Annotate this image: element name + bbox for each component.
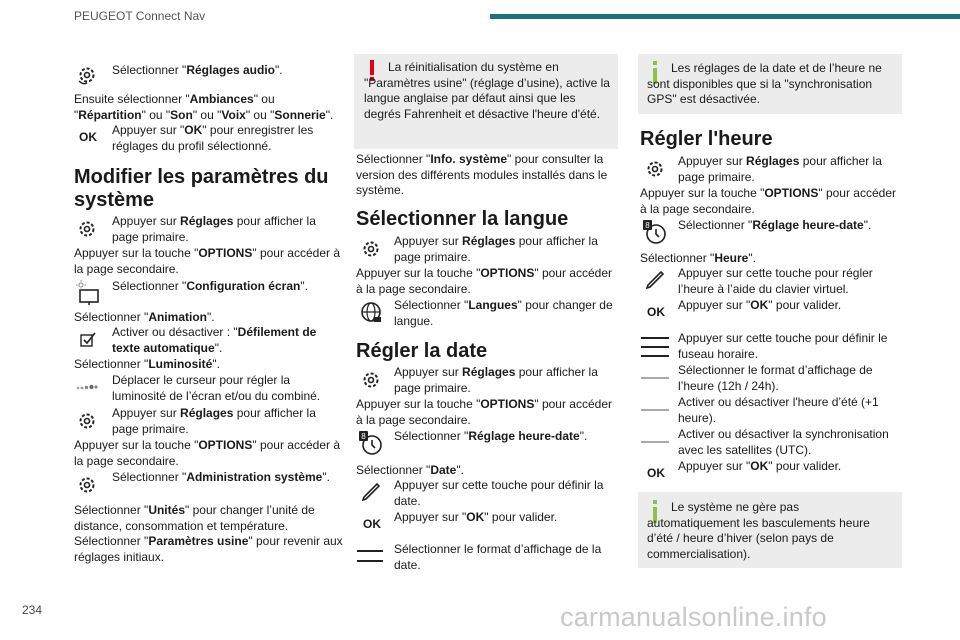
gear-icon bbox=[76, 410, 98, 432]
ok-label: OK bbox=[647, 466, 665, 480]
c3-p2: Appuyer sur la touche "OPTIONS" pour accéder à la page secondaire. bbox=[640, 186, 896, 216]
c1-p9: Sélectionner "Luminosité". bbox=[74, 357, 220, 371]
clock-icon bbox=[642, 219, 668, 245]
gear-icon bbox=[644, 158, 666, 180]
gear-icon bbox=[76, 218, 98, 240]
c1-p14: Sélectionner "Unités" pour changer l’unité de distance, consommation et température. bbox=[74, 503, 315, 533]
section-heading-system: Modifier les paramètres du système bbox=[74, 166, 329, 211]
c2-p4: Sélectionner "Langues" pour changer de langue. bbox=[394, 298, 613, 328]
c2-p3: Appuyer sur la touche "OPTIONS" pour accéder à la page secondaire. bbox=[356, 266, 612, 296]
gear-icon bbox=[360, 238, 382, 260]
c2-p7: Sélectionner "Réglage heure-date". bbox=[394, 429, 588, 443]
c3-p9: Activer ou désactiver l'heure d’été (+1 heure). bbox=[678, 395, 879, 425]
gear-icon bbox=[76, 64, 98, 86]
screen-brightness-icon bbox=[76, 280, 102, 306]
gear-icon bbox=[76, 474, 98, 496]
c1-p2: Ensuite sélectionner "Ambiances" ou "Répartition" ou "Son" ou "Voix" ou "Sonnerie". bbox=[74, 92, 334, 122]
slider-dots-icon bbox=[76, 381, 98, 393]
checkbox-icon bbox=[80, 331, 96, 347]
c1-p8: Activer ou désactiver : "Défilement de texte automatique". bbox=[112, 325, 317, 355]
c3-p5: Appuyer sur cette touche pour régler l’heure à l’aide du clavier virtuel. bbox=[678, 266, 873, 296]
clock-icon bbox=[358, 430, 384, 456]
c2-p9: Appuyer sur cette touche pour définir la date. bbox=[394, 478, 604, 508]
page-number: 234 bbox=[22, 603, 43, 617]
warning-text: La réinitialisation du système en "Paramètres usine" (réglage d’usine), active la langue anglaise par défaut ainsi que les degrés Fahrenheit et désactive l'heure d'été. bbox=[364, 60, 610, 121]
c2-p1: Sélectionner "Info. système" pour consulter la version des différents modules installés dans le système. bbox=[356, 152, 608, 197]
section-heading-time: Régler l'heure bbox=[640, 128, 773, 150]
c1-p10: Déplacer le curseur pour régler la luminosité de l’écran et/ou du combiné. bbox=[112, 373, 321, 403]
c2-p10: Appuyer sur "OK" pour valider. bbox=[394, 510, 558, 524]
c1-p15: Sélectionner "Paramètres usine" pour revenir aux réglages initiaux. bbox=[74, 534, 343, 564]
gear-icon bbox=[360, 369, 382, 391]
ok-label: OK bbox=[79, 130, 97, 144]
c2-p11: Sélectionner le format d’affichage de la date. bbox=[394, 542, 602, 572]
svg-text:8: 8 bbox=[361, 432, 366, 441]
c1-p4: Appuyer sur Réglages pour afficher la page primaire. bbox=[112, 214, 316, 244]
toggle-icon bbox=[640, 375, 670, 381]
ok-label: OK bbox=[647, 305, 665, 319]
info-text-dst: Le système ne gère pas automatiquement les basculements heure d’été / heure d’hiver (selon pays de commercialisation). bbox=[647, 500, 870, 561]
toggle-icon bbox=[640, 407, 670, 413]
language-icon bbox=[360, 301, 382, 323]
info-text-gps: Les réglages de la date et de l’heure ne sont disponibles que si la "synchronisation GPS" est désactivée. bbox=[647, 61, 882, 106]
c2-p8: Sélectionner "Date". bbox=[356, 463, 464, 477]
c3-p6: Appuyer sur "OK" pour valider. bbox=[678, 298, 842, 312]
section-heading-date: Régler la date bbox=[356, 340, 488, 362]
c3-p10: Activer ou désactiver la synchronisation avec les satellites (UTC). bbox=[678, 427, 889, 457]
c3-p11: Appuyer sur "OK" pour valider. bbox=[678, 459, 842, 473]
c3-p7: Appuyer sur cette touche pour définir le fuseau horaire. bbox=[678, 331, 888, 361]
watermark: carmanualsonline.info bbox=[560, 602, 827, 632]
header-accent-bar bbox=[490, 14, 960, 19]
c3-p3: Sélectionner "Réglage heure-date". bbox=[678, 218, 872, 232]
c1-p6: Sélectionner "Configuration écran". bbox=[112, 279, 308, 293]
pencil-icon bbox=[644, 269, 666, 291]
c1-p7: Sélectionner "Animation". bbox=[74, 310, 215, 324]
ok-label: OK bbox=[363, 517, 381, 531]
c3-p1: Appuyer sur Réglages pour afficher la page primaire. bbox=[678, 154, 882, 184]
c1-p1: Sélectionner "Réglages audio". bbox=[112, 63, 283, 77]
toggle-icon bbox=[640, 439, 670, 445]
svg-text:8: 8 bbox=[645, 221, 650, 230]
c1-p5: Appuyer sur la touche "OPTIONS" pour accéder à la page secondaire. bbox=[74, 246, 341, 276]
menu-lines-icon bbox=[640, 336, 670, 358]
c2-p5: Appuyer sur Réglages pour afficher la page primaire. bbox=[394, 365, 598, 395]
c1-p13: Sélectionner "Administration système". bbox=[112, 470, 330, 484]
c1-p3: Appuyer sur "OK" pour enregistrer les réglages du profil sélectionné. bbox=[112, 123, 314, 153]
c1-p11: Appuyer sur Réglages pour afficher la page primaire. bbox=[112, 406, 316, 436]
list-icon bbox=[356, 548, 384, 564]
pencil-icon bbox=[360, 481, 382, 503]
c2-p6: Appuyer sur la touche "OPTIONS" pour accéder à la page secondaire. bbox=[356, 397, 612, 427]
running-header: PEUGEOT Connect Nav bbox=[74, 9, 206, 23]
c1-p12: Appuyer sur la touche "OPTIONS" pour accéder à la page secondaire. bbox=[74, 438, 341, 468]
c2-p2: Appuyer sur Réglages pour afficher la page primaire. bbox=[394, 234, 598, 264]
section-heading-language: Sélectionner la langue bbox=[356, 208, 569, 230]
c3-p4: Sélectionner "Heure". bbox=[640, 251, 756, 265]
c3-p8: Sélectionner le format d’affichage de l’heure (12h / 24h). bbox=[678, 363, 873, 393]
